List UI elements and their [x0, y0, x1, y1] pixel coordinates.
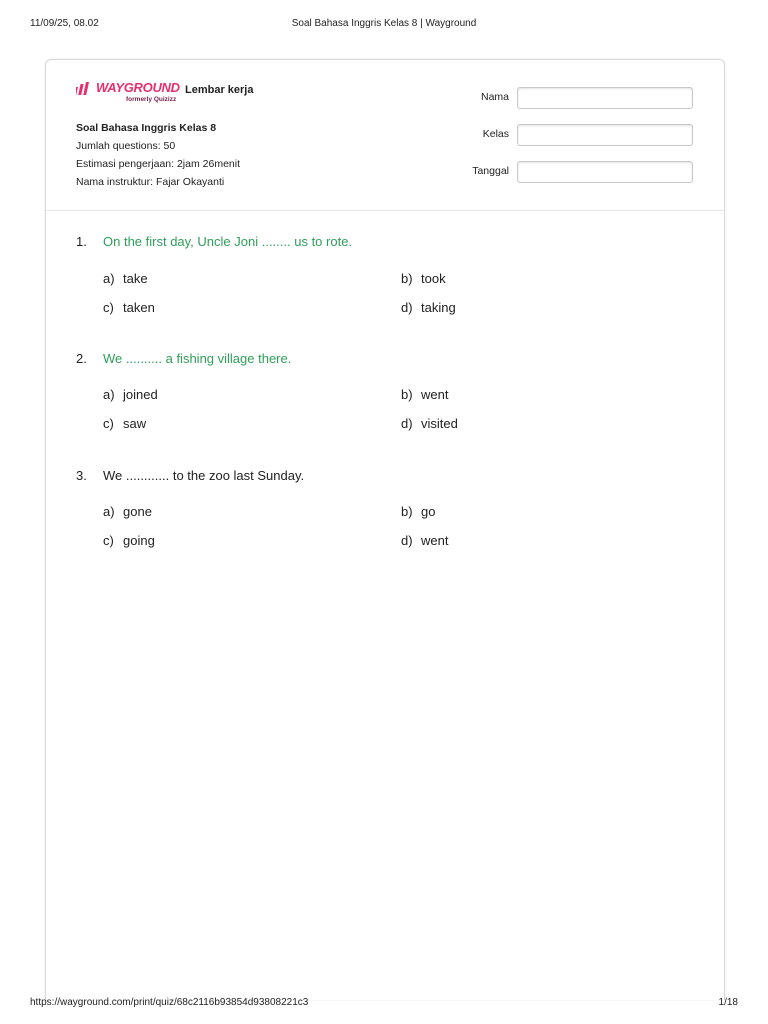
date-label: Tanggal [472, 165, 509, 177]
option-a: a) joined [103, 387, 158, 402]
date-field[interactable] [517, 161, 693, 183]
question-text: On the first day, Uncle Joni ........ us to rote. [103, 234, 353, 249]
option-d: d) visited [401, 416, 458, 431]
estimated-duration: Estimasi pengerjaan: 2jam 26menit [76, 158, 241, 170]
option-b: b) go [401, 504, 436, 519]
wayground-logo-icon [76, 82, 94, 96]
page-number: 1/18 [718, 997, 738, 1008]
question-text: We ............ to the zoo last Sunday. [103, 468, 305, 483]
question-number: 3. [76, 468, 87, 483]
option-d: d) taking [401, 300, 456, 315]
option-c: c) saw [103, 416, 147, 431]
worksheet-header [46, 60, 724, 211]
instructor-name: Nama instruktur: Fajar Okayanti [76, 176, 225, 188]
quiz-title: Soal Bahasa Inggris Kelas 8 [76, 122, 217, 134]
option-a: a) take [103, 271, 148, 286]
option-d: d) went [401, 533, 449, 548]
wayground-logo [76, 80, 180, 110]
worksheet-label: Lembar kerja [185, 84, 254, 96]
name-label: Nama [480, 91, 509, 103]
option-c: c) taken [103, 300, 155, 315]
question-text: We .......... a fishing village there. [103, 351, 292, 366]
question-number: 1. [76, 234, 87, 249]
questions-count: Jumlah questions: 50 [76, 140, 176, 152]
logo-wordmark: WAYGROUND [96, 80, 180, 95]
quiz-meta [76, 119, 240, 191]
print-footer [0, 997, 768, 1024]
option-b: b) went [401, 387, 449, 402]
print-url: https://wayground.com/print/quiz/68c2116b93854d93808221c3 [30, 997, 309, 1008]
option-c: c) going [103, 533, 155, 548]
option-a: a) gone [103, 504, 152, 519]
class-label: Kelas [482, 128, 509, 140]
print-header [0, 0, 768, 40]
option-b: b) took [401, 271, 446, 286]
worksheet-sheet [45, 59, 725, 1000]
logo-subtitle: formerly Quizizz [126, 96, 177, 103]
print-date: 11/09/25, 08.02 [30, 18, 99, 29]
question-number: 2. [76, 351, 87, 366]
print-title: Soal Bahasa Inggris Kelas 8 | Wayground [291, 18, 477, 29]
name-field[interactable] [517, 87, 693, 109]
class-field[interactable] [517, 124, 693, 146]
